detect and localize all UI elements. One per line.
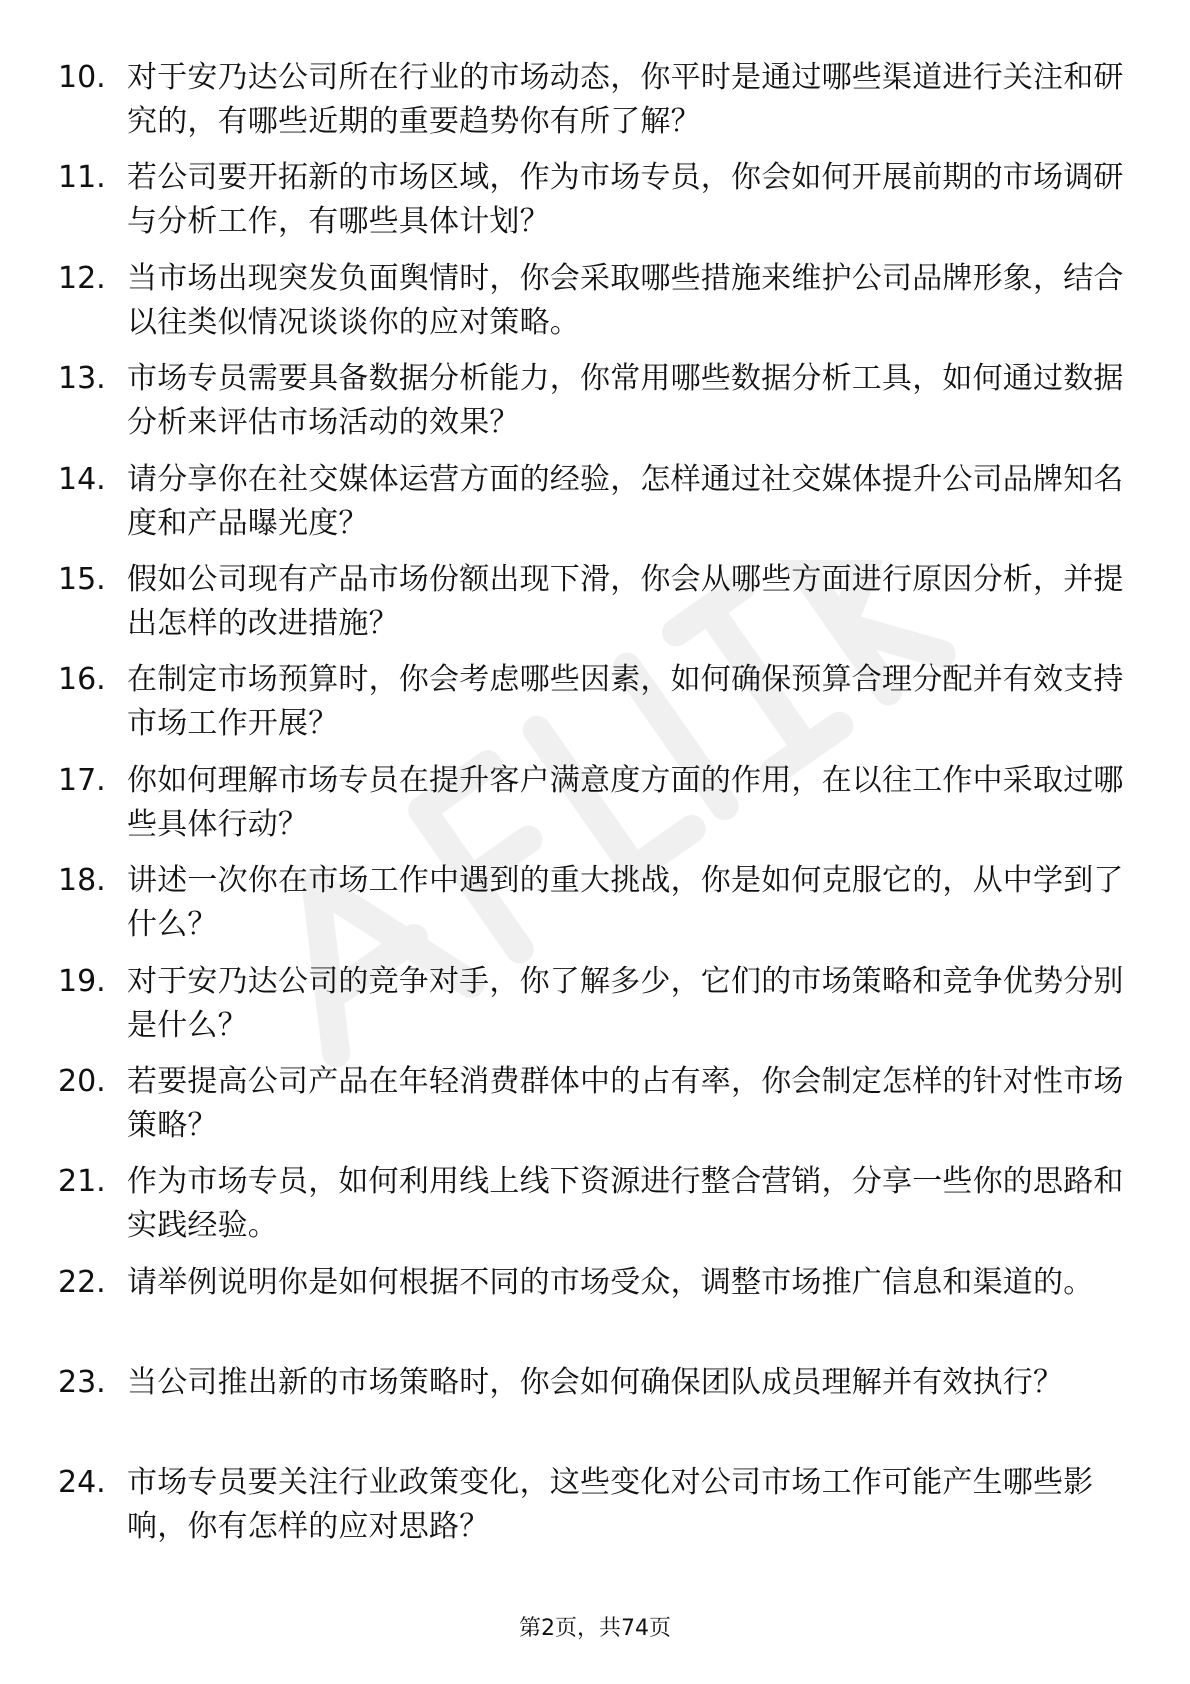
list-item <box>0 552 1190 652</box>
page-footer: 第2页，共74页 <box>519 1616 671 1641</box>
question-number: 14. <box>58 461 106 497</box>
list-item <box>0 452 1190 552</box>
question-text: 市场专员需要具备数据分析能力，你常用哪些数据分析工具，如何通过数据分析来评估市场活动的效果？ <box>127 361 1124 441</box>
list-item <box>0 150 1190 250</box>
question-number: 10. <box>58 60 106 95</box>
question-number: 21. <box>58 1164 106 1200</box>
question-number: 23. <box>58 1365 106 1401</box>
question-text: 假如公司现有产品市场份额出现下滑，你会从哪些方面进行原因分析，并提出怎样的改进措施？ <box>127 561 1124 641</box>
list-item <box>0 351 1190 451</box>
list-item <box>0 1355 1190 1455</box>
question-number: 12. <box>58 260 106 296</box>
list-item <box>0 1255 1190 1355</box>
list-item <box>0 1054 1190 1154</box>
question-number: 11. <box>58 160 106 196</box>
question-number: 16. <box>58 662 106 698</box>
list-item <box>0 1455 1190 1555</box>
question-text: 请举例说明你是如何根据不同的市场受众，调整市场推广信息和渠道的。 <box>127 1264 1094 1300</box>
question-text: 讲述一次你在市场工作中遇到的重大挑战，你是如何克服它的，从中学到了什么？ <box>127 863 1124 943</box>
question-text: 当公司推出新的市场策略时，你会如何确保团队成员理解并有效执行？ <box>127 1365 1064 1401</box>
question-text: 对于安乃达公司的竞争对手，你了解多少，它们的市场策略和竞争优势分别是什么？ <box>127 963 1124 1043</box>
list-item <box>0 1154 1190 1254</box>
list-item <box>0 652 1190 752</box>
list-item <box>0 50 1190 150</box>
question-number: 18. <box>58 863 106 899</box>
question-text: 市场专员要关注行业政策变化，这些变化对公司市场工作可能产生哪些影响，你有怎样的应对思路？ <box>127 1465 1094 1545</box>
question-text: 作为市场专员，如何利用线上线下资源进行整合营销，分享一些你的思路和实践经验。 <box>127 1164 1124 1244</box>
question-number: 17. <box>58 762 106 798</box>
question-text: 在制定市场预算时，你会考虑哪些因素，如何确保预算合理分配并有效支持市场工作开展？ <box>127 662 1124 742</box>
question-number: 22. <box>58 1264 106 1300</box>
list-item <box>0 753 1190 853</box>
question-number: 19. <box>58 963 106 999</box>
question-text: 请分享你在社交媒体运营方面的经验，怎样通过社交媒体提升公司品牌知名度和产品曝光度？ <box>127 461 1124 541</box>
question-text: 你如何理解市场专员在提升客户满意度方面的作用，在以往工作中采取过哪些具体行动？ <box>127 762 1124 842</box>
question-text: 当市场出现突发负面舆情时，你会采取哪些措施来维护公司品牌形象，结合以往类似情况谈谈你的应对策略。 <box>127 260 1124 340</box>
question-list <box>0 50 1190 1556</box>
question-number: 13. <box>58 361 106 397</box>
question-number: 15. <box>58 561 106 597</box>
list-item <box>0 954 1190 1054</box>
question-text: 若要提高公司产品在年轻消费群体中的占有率，你会制定怎样的针对性市场策略？ <box>127 1063 1124 1143</box>
question-number: 24. <box>58 1465 106 1501</box>
question-text: 对于安乃达公司所在行业的市场动态，你平时是通过哪些渠道进行关注和研究的，有哪些近期的重要趋势你有所了解？ <box>127 60 1124 139</box>
list-item <box>0 251 1190 351</box>
question-number: 20. <box>58 1063 106 1099</box>
list-item <box>0 853 1190 953</box>
question-text: 若公司要开拓新的市场区域，作为市场专员，你会如何开展前期的市场调研与分析工作，有哪些具体计划？ <box>127 160 1124 240</box>
